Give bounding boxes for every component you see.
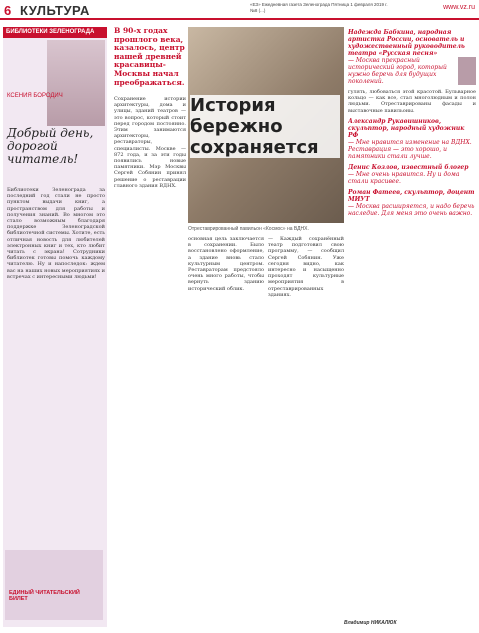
- blog-heading: БИБЛИОТЕКИ ЗЕЛЕНОГРАДА: [3, 27, 107, 38]
- blog-greeting: Добрый день, дорогой читатель!: [7, 126, 94, 166]
- author-photo: [47, 40, 105, 126]
- page-number: 6: [4, 3, 12, 18]
- quote-photo-1: [458, 57, 476, 85]
- article-signature: Владимир НИКАЛЮК: [344, 620, 397, 626]
- article-headline: История бережно сохраняется: [190, 95, 340, 158]
- quote-3: — Мне очень нравится. Ну и дома стали красивее.: [348, 170, 460, 185]
- section-title: КУЛЬТУРА: [20, 3, 90, 18]
- quote-name-1: Надежда Бабкина, народная артистка России, основатель и художественный руководитель театра «Русская песня»: [348, 29, 465, 57]
- quote-1: — Москва прекрасный исторический город, который нужно беречь для будущих поколений.: [348, 57, 447, 85]
- quotes-column: [348, 27, 476, 617]
- page-header: [0, 0, 479, 20]
- quote-name-2: Александр Рукавишников, скульптор, народный художник РФ: [348, 117, 465, 139]
- quote-name-4: Роман Фатеев, скульптор, доцент МИУТ: [348, 188, 475, 203]
- article-column-3: — Каждый сохранённый театр подготовил свою программу, — сообщил Сергей Собянин. Уже сегодня видно, как интересно и насыщенно проходят культурные мероприятия в отреставрированных зданиях.: [268, 236, 344, 298]
- quote-name-3: Денис Козлов, известный блогер: [348, 163, 469, 171]
- site-link[interactable]: www.vz.ru: [443, 4, 475, 11]
- article-column-1: Сохранение истории архитектуры, дома и улицы, зданий театров — это вопрос, который стоит перед городом постоянно. Этим занимаются архитекторы, реставраторы, специалисты. Москве — 872 года, и за эти годы появились новые памятники. Мэр Москвы Сергей Собянин принял решение о реставрации главного здания ВДНХ.: [114, 96, 186, 189]
- quote-2: — Мне нравится изменение на ВДНХ. Реставрация — это хорошо, и памятники стали лучше.: [348, 138, 472, 160]
- blog-author: КСЕНИЯ БОРОДИЧ: [7, 93, 63, 99]
- reader-ticket-badge: ЕДИНЫЙ ЧИТАТЕЛЬСКИЙ БИЛЕТ: [5, 550, 103, 620]
- issue-info: «ЕЗ» Ежедневная газета Зеленограда Пятница 1 февраля 2019 г. №8 (...): [250, 2, 388, 13]
- article-column-5: гулять, любоваться этой красотой. Бульварное кольцо — как все, стал многолюдным и полон людьми. Отреставрированы фасады и выставочные павильоны.: [348, 89, 476, 114]
- article-lead: В 90-х годах прошлого века, казалось, центр нашей древней красавицы-Москвы начал преображаться.: [114, 27, 185, 87]
- blog-body: Библиотеки Зеленограда за последний год стали не просто пунктом выдачи книг, а пространством для работы и получения знаний. Во многом это стало возможным благодаря поддержке Зеленоградской библиотечной системы. Хотите, есть отличная новость для любителей электронных книг и тех, кто любит читать с экрана! Сотрудники библиотек готовы помочь каждому читателю. Ну и напоследок: ждем вас на наших новых мероприятиях и встречах с интересными людьми!: [7, 187, 105, 280]
- photo-caption: Отреставрированный павильон «Космос» на ВДНХ.: [188, 226, 309, 232]
- article-column-2: основная цель заключается в сохранении. Было восстановлено оформление, а здание вновь стало культурным центром. Реставраторам предстояло очень много работы, чтобы вернуть зданию исторический облик.: [188, 236, 264, 292]
- quote-4: — Москва расширяется, и надо беречь наследие. Для меня это очень важно.: [348, 202, 475, 217]
- blog-column: [3, 27, 107, 627]
